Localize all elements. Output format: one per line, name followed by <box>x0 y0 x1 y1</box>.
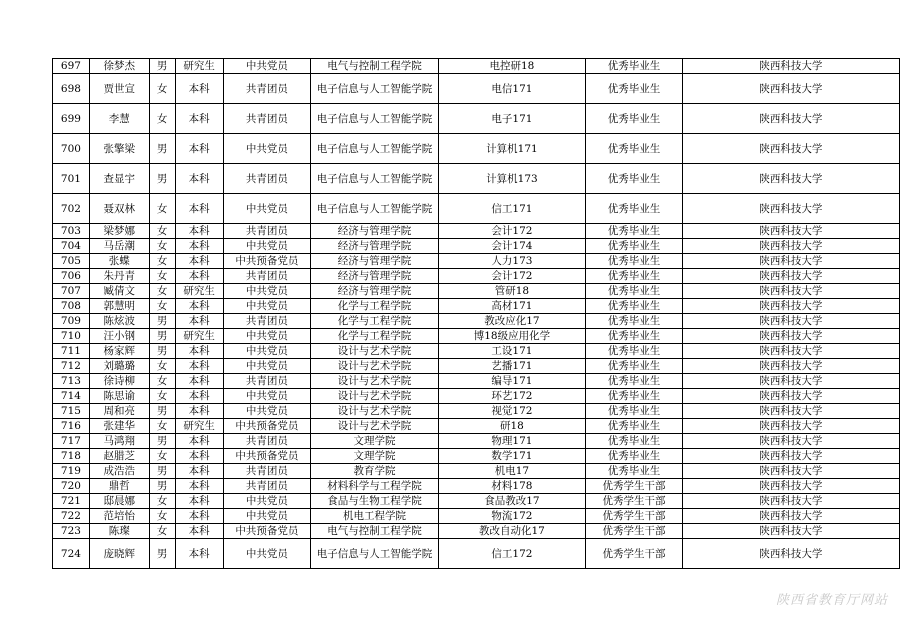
table-row <box>53 524 900 539</box>
cell-political-status: 中共预备党员 <box>223 449 311 464</box>
cell-degree: 本科 <box>175 314 223 329</box>
cell-political-status: 中共党员 <box>223 404 311 419</box>
cell-index: 713 <box>53 374 90 389</box>
table-row <box>53 59 900 74</box>
cell-university: 陕西科技大学 <box>682 224 899 239</box>
cell-university: 陕西科技大学 <box>682 419 899 434</box>
cell-award: 优秀毕业生 <box>586 284 683 299</box>
cell-gender: 男 <box>149 314 175 329</box>
cell-college: 电子信息与人工智能学院 <box>311 164 439 194</box>
cell-class: 管研18 <box>438 284 585 299</box>
cell-university: 陕西科技大学 <box>682 284 899 299</box>
cell-name: 汪小钢 <box>89 329 149 344</box>
cell-index: 721 <box>53 494 90 509</box>
cell-college: 文理学院 <box>311 449 439 464</box>
table-row <box>53 239 900 254</box>
cell-class: 人力173 <box>438 254 585 269</box>
cell-class: 材料178 <box>438 479 585 494</box>
cell-award: 优秀毕业生 <box>586 404 683 419</box>
cell-class: 编导171 <box>438 374 585 389</box>
table-row <box>53 254 900 269</box>
cell-name: 徐诗柳 <box>89 374 149 389</box>
cell-name: 臧倩文 <box>89 284 149 299</box>
cell-gender: 男 <box>149 539 175 569</box>
cell-political-status: 共青团员 <box>223 224 311 239</box>
table-row <box>53 269 900 284</box>
cell-college: 材料科学与工程学院 <box>311 479 439 494</box>
cell-award: 优秀毕业生 <box>586 434 683 449</box>
cell-college: 设计与艺术学院 <box>311 359 439 374</box>
cell-gender: 女 <box>149 284 175 299</box>
cell-gender: 男 <box>149 404 175 419</box>
cell-name: 陈炫波 <box>89 314 149 329</box>
cell-degree: 本科 <box>175 134 223 164</box>
cell-gender: 女 <box>149 239 175 254</box>
cell-class: 信工171 <box>438 194 585 224</box>
cell-class: 艺播171 <box>438 359 585 374</box>
cell-university: 陕西科技大学 <box>682 509 899 524</box>
cell-degree: 本科 <box>175 74 223 104</box>
cell-award: 优秀毕业生 <box>586 164 683 194</box>
cell-political-status: 中共党员 <box>223 509 311 524</box>
cell-degree: 本科 <box>175 359 223 374</box>
cell-class: 会计174 <box>438 239 585 254</box>
table-row <box>53 404 900 419</box>
table-row <box>53 74 900 104</box>
table-row <box>53 194 900 224</box>
cell-class: 电子171 <box>438 104 585 134</box>
cell-political-status: 中共党员 <box>223 329 311 344</box>
cell-degree: 研究生 <box>175 59 223 74</box>
cell-political-status: 共青团员 <box>223 464 311 479</box>
table-row <box>53 419 900 434</box>
cell-gender: 女 <box>149 104 175 134</box>
cell-name: 刘璐璐 <box>89 359 149 374</box>
cell-gender: 男 <box>149 329 175 344</box>
cell-class: 电信171 <box>438 74 585 104</box>
cell-class: 会计172 <box>438 269 585 284</box>
cell-name: 李慧 <box>89 104 149 134</box>
cell-college: 经济与管理学院 <box>311 224 439 239</box>
table-row <box>53 359 900 374</box>
cell-gender: 女 <box>149 374 175 389</box>
cell-degree: 研究生 <box>175 329 223 344</box>
cell-name: 鼎哲 <box>89 479 149 494</box>
table-row <box>53 449 900 464</box>
cell-class: 数学171 <box>438 449 585 464</box>
cell-university: 陕西科技大学 <box>682 344 899 359</box>
cell-award: 优秀毕业生 <box>586 314 683 329</box>
cell-gender: 女 <box>149 269 175 284</box>
cell-political-status: 中共党员 <box>223 299 311 314</box>
cell-index: 712 <box>53 359 90 374</box>
cell-political-status: 共青团员 <box>223 374 311 389</box>
cell-degree: 本科 <box>175 449 223 464</box>
cell-award: 优秀毕业生 <box>586 419 683 434</box>
cell-college: 经济与管理学院 <box>311 269 439 284</box>
cell-university: 陕西科技大学 <box>682 239 899 254</box>
cell-gender: 女 <box>149 359 175 374</box>
cell-award: 优秀学生干部 <box>586 479 683 494</box>
table-row <box>53 434 900 449</box>
cell-political-status: 共青团员 <box>223 74 311 104</box>
student-honor-table <box>52 58 900 569</box>
cell-class: 教改应化17 <box>438 314 585 329</box>
cell-college: 设计与艺术学院 <box>311 344 439 359</box>
cell-class: 教改自动化17 <box>438 524 585 539</box>
cell-class: 信工172 <box>438 539 585 569</box>
cell-name: 周和亮 <box>89 404 149 419</box>
cell-index: 715 <box>53 404 90 419</box>
cell-class: 机电17 <box>438 464 585 479</box>
cell-degree: 研究生 <box>175 284 223 299</box>
cell-political-status: 中共党员 <box>223 194 311 224</box>
cell-university: 陕西科技大学 <box>682 269 899 284</box>
cell-university: 陕西科技大学 <box>682 329 899 344</box>
cell-class: 物流172 <box>438 509 585 524</box>
cell-political-status: 中共党员 <box>223 284 311 299</box>
table-row <box>53 344 900 359</box>
cell-index: 699 <box>53 104 90 134</box>
cell-college: 文理学院 <box>311 434 439 449</box>
cell-index: 710 <box>53 329 90 344</box>
cell-political-status: 中共预备党员 <box>223 419 311 434</box>
cell-college: 电子信息与人工智能学院 <box>311 134 439 164</box>
cell-index: 707 <box>53 284 90 299</box>
cell-political-status: 中共党员 <box>223 59 311 74</box>
cell-award: 优秀毕业生 <box>586 134 683 164</box>
cell-university: 陕西科技大学 <box>682 74 899 104</box>
cell-gender: 女 <box>149 224 175 239</box>
table-row <box>53 284 900 299</box>
cell-university: 陕西科技大学 <box>682 404 899 419</box>
cell-degree: 本科 <box>175 344 223 359</box>
cell-political-status: 中共党员 <box>223 389 311 404</box>
cell-university: 陕西科技大学 <box>682 539 899 569</box>
cell-index: 704 <box>53 239 90 254</box>
cell-political-status: 共青团员 <box>223 314 311 329</box>
cell-name: 张建华 <box>89 419 149 434</box>
cell-gender: 男 <box>149 434 175 449</box>
cell-award: 优秀毕业生 <box>586 344 683 359</box>
table-row <box>53 479 900 494</box>
cell-political-status: 共青团员 <box>223 434 311 449</box>
cell-political-status: 中共党员 <box>223 494 311 509</box>
cell-award: 优秀学生干部 <box>586 494 683 509</box>
cell-award: 优秀毕业生 <box>586 224 683 239</box>
cell-university: 陕西科技大学 <box>682 254 899 269</box>
table-row <box>53 464 900 479</box>
cell-award: 优秀学生干部 <box>586 524 683 539</box>
cell-political-status: 中共党员 <box>223 134 311 164</box>
cell-name: 朱丹青 <box>89 269 149 284</box>
table-row <box>53 329 900 344</box>
cell-index: 701 <box>53 164 90 194</box>
watermark: 陕西省教育厅网站 <box>775 593 888 608</box>
cell-university: 陕西科技大学 <box>682 479 899 494</box>
cell-college: 教育学院 <box>311 464 439 479</box>
cell-award: 优秀毕业生 <box>586 254 683 269</box>
cell-political-status: 共青团员 <box>223 104 311 134</box>
cell-class: 高材171 <box>438 299 585 314</box>
cell-degree: 本科 <box>175 299 223 314</box>
cell-index: 720 <box>53 479 90 494</box>
cell-gender: 女 <box>149 509 175 524</box>
cell-index: 705 <box>53 254 90 269</box>
table-row <box>53 374 900 389</box>
cell-college: 电子信息与人工智能学院 <box>311 104 439 134</box>
table-row <box>53 299 900 314</box>
cell-degree: 本科 <box>175 269 223 284</box>
cell-degree: 本科 <box>175 464 223 479</box>
cell-political-status: 中共党员 <box>223 359 311 374</box>
cell-class: 研18 <box>438 419 585 434</box>
cell-name: 郭慧明 <box>89 299 149 314</box>
cell-class: 视觉172 <box>438 404 585 419</box>
cell-degree: 本科 <box>175 539 223 569</box>
cell-award: 优秀毕业生 <box>586 389 683 404</box>
cell-political-status: 共青团员 <box>223 479 311 494</box>
table-row <box>53 164 900 194</box>
table-row <box>53 494 900 509</box>
cell-index: 719 <box>53 464 90 479</box>
cell-college: 电子信息与人工智能学院 <box>311 74 439 104</box>
cell-degree: 本科 <box>175 494 223 509</box>
cell-index: 714 <box>53 389 90 404</box>
cell-award: 优秀毕业生 <box>586 74 683 104</box>
cell-degree: 本科 <box>175 374 223 389</box>
cell-award: 优秀毕业生 <box>586 449 683 464</box>
cell-college: 电子信息与人工智能学院 <box>311 194 439 224</box>
cell-gender: 女 <box>149 524 175 539</box>
cell-political-status: 共青团员 <box>223 269 311 284</box>
cell-name: 马鸿翔 <box>89 434 149 449</box>
cell-index: 709 <box>53 314 90 329</box>
cell-award: 优秀毕业生 <box>586 464 683 479</box>
cell-index: 700 <box>53 134 90 164</box>
cell-college: 经济与管理学院 <box>311 254 439 269</box>
cell-name: 庞晓辉 <box>89 539 149 569</box>
cell-index: 717 <box>53 434 90 449</box>
cell-college: 化学与工程学院 <box>311 299 439 314</box>
cell-college: 设计与艺术学院 <box>311 374 439 389</box>
cell-class: 工设171 <box>438 344 585 359</box>
table-row <box>53 539 900 569</box>
cell-university: 陕西科技大学 <box>682 299 899 314</box>
table-row <box>53 509 900 524</box>
cell-award: 优秀毕业生 <box>586 329 683 344</box>
cell-index: 702 <box>53 194 90 224</box>
cell-college: 化学与工程学院 <box>311 329 439 344</box>
cell-class: 计算机173 <box>438 164 585 194</box>
cell-college: 电气与控制工程学院 <box>311 524 439 539</box>
cell-name: 赵腊芝 <box>89 449 149 464</box>
cell-degree: 本科 <box>175 389 223 404</box>
cell-index: 698 <box>53 74 90 104</box>
cell-degree: 本科 <box>175 254 223 269</box>
cell-university: 陕西科技大学 <box>682 464 899 479</box>
cell-college: 机电工程学院 <box>311 509 439 524</box>
cell-gender: 女 <box>149 299 175 314</box>
cell-degree: 本科 <box>175 524 223 539</box>
cell-college: 电气与控制工程学院 <box>311 59 439 74</box>
cell-political-status: 中共党员 <box>223 539 311 569</box>
cell-university: 陕西科技大学 <box>682 104 899 134</box>
cell-gender: 女 <box>149 194 175 224</box>
cell-degree: 本科 <box>175 479 223 494</box>
cell-political-status: 中共预备党员 <box>223 254 311 269</box>
cell-political-status: 中共党员 <box>223 239 311 254</box>
cell-award: 优秀毕业生 <box>586 239 683 254</box>
cell-degree: 本科 <box>175 224 223 239</box>
cell-university: 陕西科技大学 <box>682 134 899 164</box>
cell-award: 优秀毕业生 <box>586 299 683 314</box>
cell-gender: 女 <box>149 254 175 269</box>
cell-award: 优秀毕业生 <box>586 359 683 374</box>
cell-name: 贾世宣 <box>89 74 149 104</box>
cell-index: 716 <box>53 419 90 434</box>
cell-university: 陕西科技大学 <box>682 164 899 194</box>
cell-gender: 男 <box>149 464 175 479</box>
cell-gender: 女 <box>149 419 175 434</box>
cell-university: 陕西科技大学 <box>682 314 899 329</box>
cell-gender: 女 <box>149 449 175 464</box>
table-row <box>53 389 900 404</box>
cell-college: 设计与艺术学院 <box>311 389 439 404</box>
cell-class: 物理171 <box>438 434 585 449</box>
cell-index: 724 <box>53 539 90 569</box>
cell-university: 陕西科技大学 <box>682 524 899 539</box>
cell-class: 食品教改17 <box>438 494 585 509</box>
cell-index: 722 <box>53 509 90 524</box>
cell-gender: 男 <box>149 59 175 74</box>
cell-class: 博18级应用化学 <box>438 329 585 344</box>
cell-name: 徐梦杰 <box>89 59 149 74</box>
cell-name: 梁梦娜 <box>89 224 149 239</box>
cell-university: 陕西科技大学 <box>682 389 899 404</box>
cell-index: 697 <box>53 59 90 74</box>
cell-award: 优秀毕业生 <box>586 104 683 134</box>
cell-degree: 本科 <box>175 239 223 254</box>
cell-name: 陈思谕 <box>89 389 149 404</box>
cell-college: 经济与管理学院 <box>311 284 439 299</box>
cell-gender: 女 <box>149 494 175 509</box>
table-row <box>53 224 900 239</box>
cell-name: 陈璨 <box>89 524 149 539</box>
cell-degree: 本科 <box>175 104 223 134</box>
cell-university: 陕西科技大学 <box>682 374 899 389</box>
cell-class: 会计172 <box>438 224 585 239</box>
cell-degree: 本科 <box>175 509 223 524</box>
cell-name: 张擎梁 <box>89 134 149 164</box>
cell-index: 711 <box>53 344 90 359</box>
cell-index: 706 <box>53 269 90 284</box>
cell-gender: 男 <box>149 479 175 494</box>
cell-political-status: 共青团员 <box>223 164 311 194</box>
cell-gender: 女 <box>149 74 175 104</box>
cell-gender: 男 <box>149 164 175 194</box>
cell-name: 查显宇 <box>89 164 149 194</box>
cell-index: 708 <box>53 299 90 314</box>
cell-index: 718 <box>53 449 90 464</box>
table-row <box>53 104 900 134</box>
cell-college: 经济与管理学院 <box>311 239 439 254</box>
cell-college: 化学与工程学院 <box>311 314 439 329</box>
cell-award: 优秀毕业生 <box>586 59 683 74</box>
cell-name: 张蝶 <box>89 254 149 269</box>
cell-degree: 本科 <box>175 194 223 224</box>
cell-gender: 女 <box>149 389 175 404</box>
cell-political-status: 中共党员 <box>223 344 311 359</box>
cell-gender: 男 <box>149 134 175 164</box>
cell-college: 设计与艺术学院 <box>311 404 439 419</box>
cell-name: 聂双林 <box>89 194 149 224</box>
cell-name: 成浩浩 <box>89 464 149 479</box>
cell-name: 杨家辉 <box>89 344 149 359</box>
cell-political-status: 中共预备党员 <box>223 524 311 539</box>
cell-award: 优秀学生干部 <box>586 509 683 524</box>
cell-gender: 男 <box>149 344 175 359</box>
cell-index: 723 <box>53 524 90 539</box>
cell-degree: 本科 <box>175 404 223 419</box>
cell-university: 陕西科技大学 <box>682 434 899 449</box>
cell-university: 陕西科技大学 <box>682 494 899 509</box>
cell-college: 设计与艺术学院 <box>311 419 439 434</box>
table-row <box>53 134 900 164</box>
cell-university: 陕西科技大学 <box>682 449 899 464</box>
cell-award: 优秀毕业生 <box>586 374 683 389</box>
cell-name: 邸晨娜 <box>89 494 149 509</box>
cell-university: 陕西科技大学 <box>682 194 899 224</box>
table-row <box>53 314 900 329</box>
cell-college: 食品与生物工程学院 <box>311 494 439 509</box>
cell-index: 703 <box>53 224 90 239</box>
cell-name: 马岳潮 <box>89 239 149 254</box>
cell-degree: 研究生 <box>175 419 223 434</box>
cell-class: 计算机171 <box>438 134 585 164</box>
cell-degree: 本科 <box>175 434 223 449</box>
cell-university: 陕西科技大学 <box>682 59 899 74</box>
cell-class: 电控研18 <box>438 59 585 74</box>
cell-university: 陕西科技大学 <box>682 359 899 374</box>
cell-college: 电子信息与人工智能学院 <box>311 539 439 569</box>
cell-award: 优秀学生干部 <box>586 539 683 569</box>
cell-name: 范培怡 <box>89 509 149 524</box>
cell-award: 优秀毕业生 <box>586 194 683 224</box>
cell-degree: 本科 <box>175 164 223 194</box>
cell-award: 优秀毕业生 <box>586 269 683 284</box>
cell-class: 环艺172 <box>438 389 585 404</box>
